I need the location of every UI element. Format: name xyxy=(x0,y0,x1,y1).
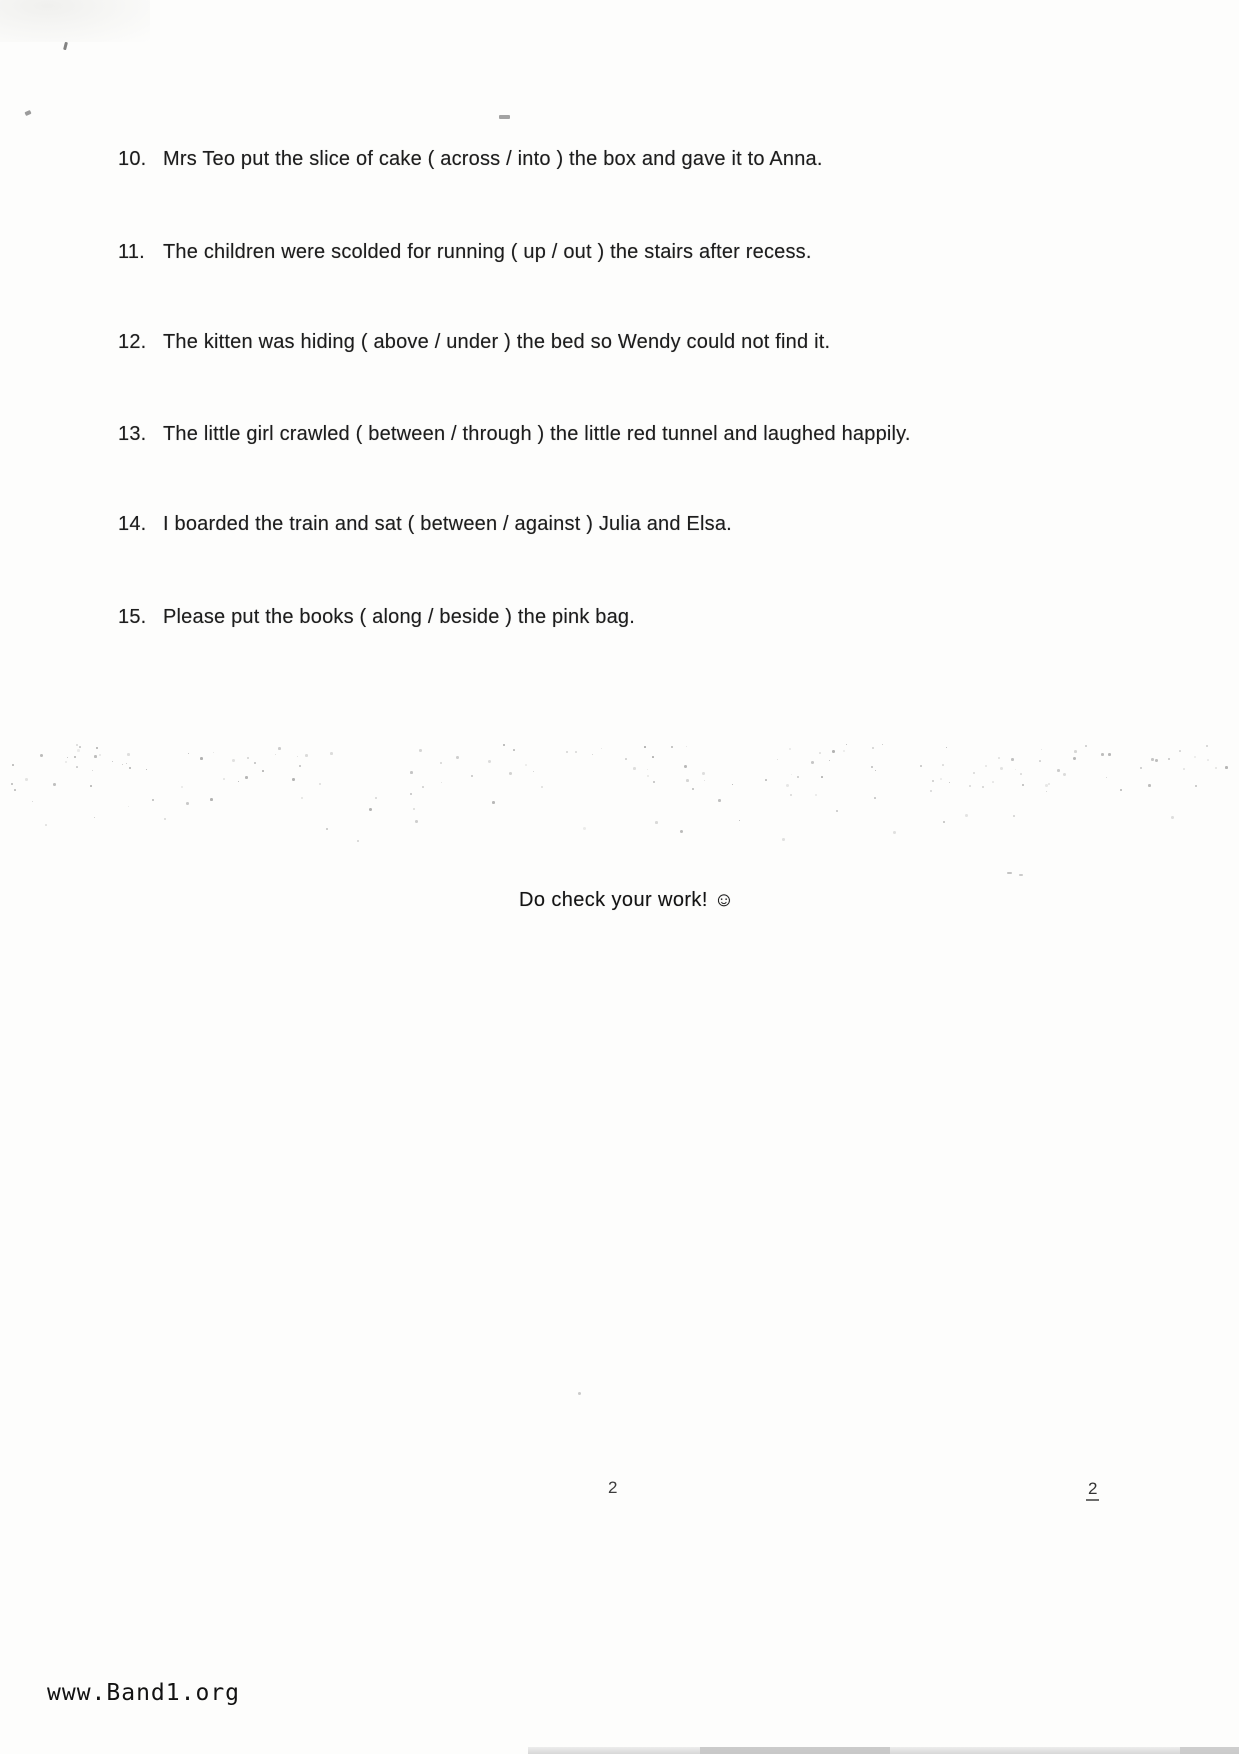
noise-dot xyxy=(973,772,975,774)
noise-dot xyxy=(278,747,281,750)
noise-dot xyxy=(692,788,694,790)
noise-dot xyxy=(836,810,838,812)
noise-dot xyxy=(1194,756,1196,758)
noise-dot xyxy=(601,748,602,749)
noise-dot xyxy=(566,751,568,753)
noise-dot xyxy=(829,760,830,761)
noise-dot xyxy=(647,775,649,777)
noise-dot xyxy=(1151,758,1154,761)
noise-dot xyxy=(369,808,372,811)
noise-dot xyxy=(1022,784,1024,786)
noise-dot xyxy=(684,765,687,768)
noise-dot xyxy=(164,818,166,820)
scan-blotch xyxy=(0,0,150,42)
noise-dot xyxy=(330,752,333,755)
noise-dot xyxy=(686,779,689,782)
noise-dot xyxy=(843,750,845,752)
noise-dot xyxy=(1063,773,1066,776)
noise-dot xyxy=(292,778,295,781)
stray-mark xyxy=(578,1392,581,1395)
noise-dot xyxy=(513,749,515,751)
noise-dot xyxy=(846,744,847,745)
question-number: 11. xyxy=(118,241,145,263)
noise-dot xyxy=(1195,785,1197,787)
noise-dot xyxy=(1013,815,1015,817)
noise-dot xyxy=(410,793,412,795)
noise-dot xyxy=(1073,757,1076,760)
noise-dot xyxy=(985,765,987,767)
noise-dot xyxy=(96,747,98,749)
noise-dot xyxy=(1085,745,1087,747)
noise-dot xyxy=(74,756,76,758)
noise-dot xyxy=(1120,789,1122,791)
noise-dot xyxy=(992,781,994,783)
noise-dot xyxy=(238,781,239,782)
question-number: 14. xyxy=(118,513,147,535)
noise-dot xyxy=(946,747,947,748)
noise-dot xyxy=(127,753,130,756)
noise-dot xyxy=(1041,749,1042,750)
noise-dot xyxy=(1183,768,1185,770)
page-number-center: 2 xyxy=(608,1478,618,1497)
noise-dot xyxy=(655,821,658,824)
noise-dot xyxy=(126,763,127,764)
stray-mark xyxy=(499,115,510,119)
noise-dot xyxy=(1207,759,1209,761)
noise-dot xyxy=(1000,767,1003,770)
noise-dot xyxy=(375,797,377,799)
noise-dot xyxy=(12,764,14,766)
question-text: Mrs Teo put the slice of cake ( across / into ) the box and gave it to Anna. xyxy=(163,148,823,170)
noise-dot xyxy=(92,770,93,771)
noise-dot xyxy=(471,775,473,777)
noise-dot xyxy=(797,776,799,778)
noise-dot xyxy=(1011,758,1014,761)
noise-dot xyxy=(942,764,944,766)
noise-dot xyxy=(786,784,789,787)
noise-dot xyxy=(998,757,1000,759)
noise-dot xyxy=(357,840,359,842)
noise-dot xyxy=(232,759,235,762)
noise-dot xyxy=(821,776,823,778)
noise-dot xyxy=(419,749,422,752)
noise-dot xyxy=(1168,758,1170,760)
noise-dot xyxy=(965,814,968,817)
noise-dot xyxy=(67,757,68,758)
noise-dot xyxy=(32,801,33,802)
noise-dot xyxy=(704,780,705,781)
noise-dot xyxy=(1155,759,1158,762)
noise-dot xyxy=(930,790,932,792)
noise-dot xyxy=(200,757,203,760)
noise-dot xyxy=(77,749,80,752)
noise-dot xyxy=(932,780,934,782)
noise-dot xyxy=(94,755,97,758)
noise-dot xyxy=(832,750,835,753)
noise-dot xyxy=(739,820,740,821)
noise-dot xyxy=(14,789,16,791)
noise-dot xyxy=(671,746,673,748)
question-number: 13. xyxy=(118,423,147,445)
noise-dot xyxy=(76,744,78,746)
noise-dot xyxy=(188,753,189,754)
noise-dot xyxy=(875,770,876,771)
noise-dot xyxy=(509,772,512,775)
noise-dot xyxy=(1140,767,1142,769)
noise-dot xyxy=(644,746,646,748)
noise-dot xyxy=(456,756,459,759)
noise-dot xyxy=(213,752,214,753)
noise-dot xyxy=(1148,784,1151,787)
noise-dot xyxy=(533,771,534,772)
noise-dot xyxy=(782,838,785,841)
noise-dot xyxy=(871,766,873,768)
noise-dot xyxy=(492,801,495,804)
noise-dot xyxy=(122,764,123,765)
noise-dot xyxy=(1225,766,1228,769)
noise-dot xyxy=(647,769,648,770)
noise-dot xyxy=(210,798,213,801)
noise-dot xyxy=(874,797,876,799)
noise-dot xyxy=(1206,745,1208,747)
noise-dot xyxy=(152,799,154,801)
noise-dot xyxy=(592,754,593,755)
noise-dot xyxy=(633,767,636,770)
question-text: The little girl crawled ( between / through ) the little red tunnel and laughed happily. xyxy=(163,423,911,445)
noise-dot xyxy=(99,754,101,756)
noise-dot xyxy=(791,774,792,775)
question-row xyxy=(118,241,812,264)
scan-edge-bar-patch xyxy=(700,1747,890,1754)
noise-dot xyxy=(872,747,874,749)
noise-dot xyxy=(1101,753,1104,756)
noise-dot xyxy=(305,754,308,757)
noise-dot xyxy=(790,794,792,796)
noise-dot xyxy=(301,797,303,799)
noise-dot xyxy=(819,752,821,754)
noise-dot xyxy=(1015,769,1016,770)
page-number-right: 2 xyxy=(1086,1479,1099,1501)
noise-dot xyxy=(541,786,543,788)
noise-dot xyxy=(128,806,129,807)
noise-dot xyxy=(45,824,47,826)
noise-dot xyxy=(789,748,791,750)
noise-dot xyxy=(1020,773,1022,775)
noise-dot xyxy=(949,782,950,783)
noise-dot xyxy=(326,828,328,830)
question-row xyxy=(118,423,911,446)
noise-dot xyxy=(413,808,415,810)
noise-dot xyxy=(76,766,78,768)
noise-dot xyxy=(275,754,276,755)
noise-dot xyxy=(1074,750,1077,753)
noise-dot xyxy=(652,756,654,758)
noise-dot xyxy=(1171,816,1174,819)
question-row xyxy=(118,148,823,171)
noise-dot xyxy=(247,757,249,759)
question-row xyxy=(118,331,830,354)
scan-edge-bar-patch xyxy=(1180,1747,1239,1754)
noise-dot xyxy=(625,758,627,760)
noise-dot xyxy=(718,799,721,802)
noise-dot xyxy=(65,761,67,763)
question-number: 10. xyxy=(118,148,147,170)
noise-dot xyxy=(11,783,13,785)
noise-dot xyxy=(583,827,586,830)
noise-dot xyxy=(112,761,113,762)
noise-dot xyxy=(1046,791,1047,792)
noise-dot xyxy=(943,821,945,823)
noise-dot xyxy=(223,778,225,780)
noise-dot xyxy=(441,782,442,783)
noise-dot xyxy=(653,781,655,783)
noise-dot xyxy=(1106,777,1107,778)
noise-dot xyxy=(1179,750,1181,752)
noise-dot xyxy=(440,762,442,764)
noise-dot xyxy=(815,794,817,796)
noise-dot xyxy=(1048,783,1050,785)
noise-dot xyxy=(262,770,264,772)
noise-dot xyxy=(186,802,189,805)
noise-dot xyxy=(94,817,95,818)
noise-dot xyxy=(1108,753,1111,756)
question-number: 12. xyxy=(118,331,147,353)
noise-dot xyxy=(969,785,971,787)
noise-dot xyxy=(680,830,683,833)
noise-dot xyxy=(129,767,131,769)
noise-dot xyxy=(53,783,56,786)
noise-dot xyxy=(920,765,922,767)
noise-dot xyxy=(1039,760,1041,762)
noise-dot xyxy=(702,772,705,775)
check-work-note: Do check your work! ☺ xyxy=(519,889,735,911)
stray-mark xyxy=(63,42,68,50)
noise-dot xyxy=(575,751,577,753)
noise-dot xyxy=(146,769,147,770)
noise-dot xyxy=(686,746,687,747)
noise-dot xyxy=(882,744,883,745)
noise-dot xyxy=(893,831,896,834)
noise-dot xyxy=(25,778,28,781)
noise-dot xyxy=(811,761,814,764)
noise-dot xyxy=(765,779,767,781)
noise-dot xyxy=(410,771,413,774)
noise-dot xyxy=(1215,767,1217,769)
question-text: I boarded the train and sat ( between / against ) Julia and Elsa. xyxy=(163,513,732,535)
noise-dot xyxy=(777,759,778,760)
footer-url: www.Band1.org xyxy=(47,1680,241,1706)
stray-mark xyxy=(1007,872,1012,874)
noise-dot xyxy=(1057,769,1060,772)
noise-dot xyxy=(525,764,527,766)
noise-dot xyxy=(299,765,301,767)
noise-dot xyxy=(940,778,942,780)
noise-dot xyxy=(982,786,984,788)
question-row xyxy=(118,513,732,536)
noise-dot xyxy=(422,786,424,788)
question-text: The children were scolded for running ( up / out ) the stairs after recess. xyxy=(163,241,812,263)
stray-mark xyxy=(24,110,31,116)
noise-dot xyxy=(732,784,733,785)
stray-mark xyxy=(1019,874,1023,876)
noise-dot xyxy=(254,762,256,764)
noise-dot xyxy=(40,754,43,757)
noise-dot xyxy=(79,746,81,748)
question-text: Please put the books ( along / beside ) the pink bag. xyxy=(163,606,636,628)
question-text: The kitten was hiding ( above / under ) the bed so Wendy could not find it. xyxy=(163,331,831,353)
noise-dot xyxy=(503,744,505,746)
noise-dot xyxy=(181,786,183,788)
noise-dot xyxy=(415,820,418,823)
noise-dot xyxy=(90,785,92,787)
question-number: 15. xyxy=(118,606,147,628)
noise-dot xyxy=(319,783,321,785)
question-row xyxy=(118,606,635,629)
noise-dot xyxy=(245,776,248,779)
noise-dot xyxy=(297,756,298,757)
noise-dot xyxy=(488,760,491,763)
